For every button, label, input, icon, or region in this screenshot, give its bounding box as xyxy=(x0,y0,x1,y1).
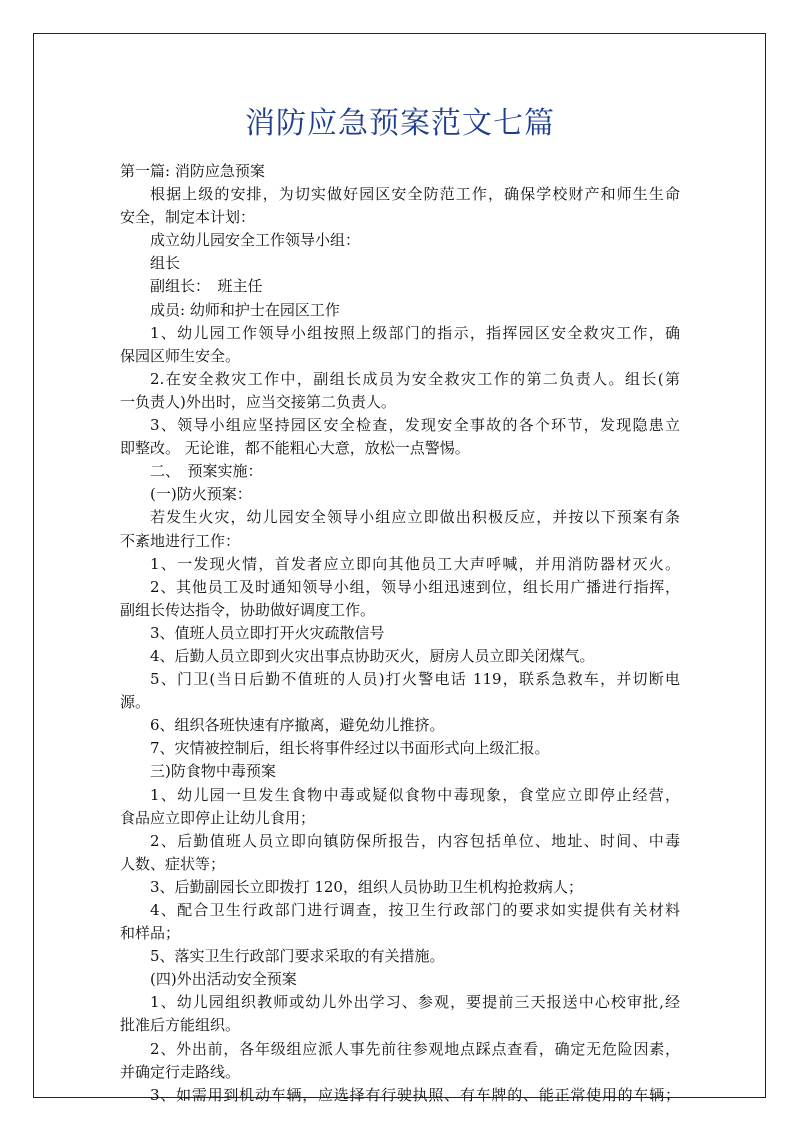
paragraph-line: 1、一发现火情，首发者应立即向其他员工大声呼喊，并用消防器材灭火。 xyxy=(150,554,680,573)
paragraph-line: 2、外出前，各年级组应派人事先前往参观地点踩点查看，确定无危险因素， xyxy=(150,1039,680,1058)
paragraph-line: 安全，制定本计划： xyxy=(120,208,256,227)
paragraph-line: 组长 xyxy=(150,254,181,273)
paragraph-line: 和样品； xyxy=(120,924,181,943)
paragraph-line: 3、值班人员立即打开火灾疏散信号 xyxy=(150,623,385,642)
paragraph-line: 即整改。 无论谁，都不能粗心大意，放松一点警惕。 xyxy=(120,439,470,458)
paragraph-line: 根据上级的安排，为切实做好园区安全防范工作，确保学校财产和师生生命 xyxy=(150,185,680,204)
paragraph-line: 3、后勤副园长立即拨打 120，组织人员协助卫生机构抢救病人； xyxy=(150,877,583,896)
document-title: 消防应急预案范文七篇 xyxy=(245,106,555,141)
paragraph-line: (四)外出活动安全预案 xyxy=(150,970,297,989)
paragraph-line: 5、落实卫生行政部门要求采取的有关措施。 xyxy=(150,947,445,966)
paragraph-line: 1、幼儿园组织教师或幼儿外出学习、参观，要提前三天报送中心校审批,经 xyxy=(150,993,680,1012)
paragraph-line: 副组长传达指令，协助做好调度工作。 xyxy=(120,600,376,619)
paragraph-line: 5、门卫(当日后勤不值班的人员)打火警电话 119，联系急救车，并切断电 xyxy=(150,670,680,689)
paragraph-line: 成员: 幼师和护士在园区工作 xyxy=(150,300,340,319)
paragraph-line: 若发生火灾，幼儿园安全领导小组应立即做出积极反应，并按以下预案有条 xyxy=(150,508,680,527)
paragraph-line: 2、其他员工及时通知领导小组，领导小组迅速到位，组长用广播进行指挥， xyxy=(150,577,680,596)
paragraph-line: 成立幼儿园安全工作领导小组： xyxy=(150,231,361,250)
paragraph-line: 食品应立即停止让幼儿食用； xyxy=(120,808,316,827)
paragraph-line: 二、 预案实施： xyxy=(150,462,263,481)
document-body xyxy=(120,160,680,1107)
paragraph-line: 1、幼儿园一旦发生食物中毒或疑似食物中毒现象，食堂应立即停止经营， xyxy=(150,785,680,804)
paragraph-line: 人数、症状等； xyxy=(120,854,226,873)
paragraph-line: 一负责人)外出时，应当交接第二负责人。 xyxy=(120,392,396,411)
paragraph-line: 4、配合卫生行政部门进行调查，按卫生行政部门的要求如实提供有关材料 xyxy=(150,901,680,919)
paragraph-line: 3、领导小组应坚持园区安全检查，发现安全事故的各个环节，发现隐患立 xyxy=(150,416,680,435)
paragraph-line: 4、后勤人员立即到火灾出事点协助灭火，厨房人员立即关闭煤气。 xyxy=(150,646,595,665)
paragraph-line: 三)防食物中毒预案 xyxy=(150,762,276,781)
paragraph-line: 源。 xyxy=(120,693,151,712)
paragraph-line: 保园区师生安全。 xyxy=(120,346,241,365)
paragraph-line: 批准后方能组织。 xyxy=(120,1016,241,1035)
paragraph-line: (一)防火预案： xyxy=(150,485,252,504)
paragraph-line: 2.在安全救灾工作中，副组长成员为安全救灾工作的第二负责人。组长(第 xyxy=(150,369,680,388)
paragraph-line: 不紊地进行工作： xyxy=(120,531,241,550)
paragraph-line: 3、如需用到机动车辆，应选择有行驶执照、有车牌的、能正常使用的车辆； xyxy=(150,1085,680,1104)
paragraph-line: 并确定行走路线。 xyxy=(120,1062,241,1081)
paragraph-line: 7、灾情被控制后，组长将事件经过以书面形式向上级汇报。 xyxy=(150,739,550,758)
paragraph-line: 2、后勤值班人员立即向镇防保所报告，内容包括单位、地址、时间、中毒 xyxy=(150,831,680,850)
paragraph-line: 第一篇: 消防应急预案 xyxy=(120,162,265,180)
paragraph-line: 6、组织各班快速有序撤离，避免幼儿推挤。 xyxy=(150,716,445,735)
paragraph-line: 1、幼儿园工作领导小组按照上级部门的指示，指挥园区安全救灾工作，确 xyxy=(150,323,680,342)
paragraph-line: 副组长： 班主任 xyxy=(150,277,263,296)
